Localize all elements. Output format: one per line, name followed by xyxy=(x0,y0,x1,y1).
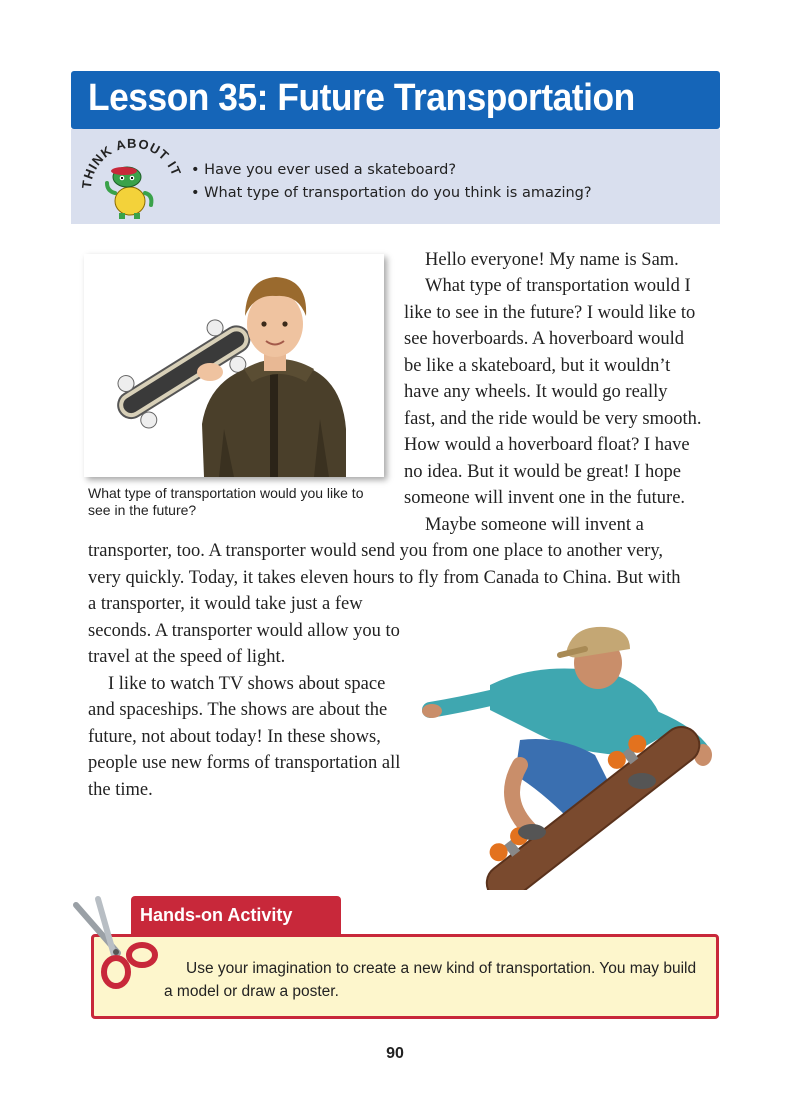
think-about-it-box xyxy=(71,129,720,224)
story-line: travel at the speed of light. xyxy=(88,647,286,667)
story-line: people use new forms of transportation all xyxy=(88,753,401,773)
story-line: seconds. A transporter would allow you to xyxy=(88,621,400,641)
think-question: • What type of transportation do you think is amazing? xyxy=(191,182,592,205)
activity-text: Use your imagination to create a new kind of transportation. You may build a model or draw a poster. xyxy=(164,960,697,1000)
lesson-title-banner xyxy=(71,71,720,129)
story-line: fast, and the ride would be very smooth. xyxy=(404,409,702,429)
story-line: a transporter, it would take just a few xyxy=(88,594,363,614)
story-line: very quickly. Today, it takes eleven hours to fly from Canada to China. But with xyxy=(88,568,681,588)
think-about-it-questions xyxy=(191,159,592,205)
boy-holding-skateboard-image xyxy=(84,254,384,477)
lizard-mascot-icon xyxy=(107,167,151,219)
think-question: • Have you ever used a skateboard? xyxy=(191,159,592,182)
story-line: transporter, too. A transporter would send you from one place to another very, xyxy=(88,541,663,561)
story-line: be like a skateboard, but it wouldn’t xyxy=(404,356,671,376)
story-line: see hoverboards. A hoverboard would xyxy=(404,329,685,349)
story-line: the time. xyxy=(88,780,153,800)
activity-heading: Hands-on Activity xyxy=(131,896,341,936)
story-line: have any wheels. It would go really xyxy=(404,382,668,402)
story-line: Maybe someone will invent a xyxy=(425,515,644,535)
story-line: What type of transportation would I xyxy=(425,276,691,296)
think-about-it-label: THINK ABOUT IT xyxy=(78,135,185,190)
page-number: 90 xyxy=(386,1045,404,1062)
story-line: Hello everyone! My name is Sam. xyxy=(425,250,679,270)
photo-caption: What type of transportation would you like to see in the future? xyxy=(88,485,364,518)
story-line: future, not about today! In these shows, xyxy=(88,727,381,747)
story-line: someone will invent one in the future. xyxy=(404,488,686,508)
boy-with-skateboard-photo xyxy=(84,254,384,477)
story-line: How would a hoverboard float? I have xyxy=(404,435,690,455)
think-about-it-badge-icon xyxy=(77,133,187,223)
lesson-title: Lesson 35: Future Transportation xyxy=(88,77,635,119)
story-line: I like to watch TV shows about space xyxy=(108,674,386,694)
story-line: like to see in the future? I would like to xyxy=(404,303,696,323)
story-line: no idea. But it would be great! I hope xyxy=(404,462,681,482)
scissors-icon xyxy=(70,895,160,990)
skateboarder-jumping-image xyxy=(420,615,720,890)
story-line: and spaceships. The shows are about the xyxy=(88,700,388,720)
